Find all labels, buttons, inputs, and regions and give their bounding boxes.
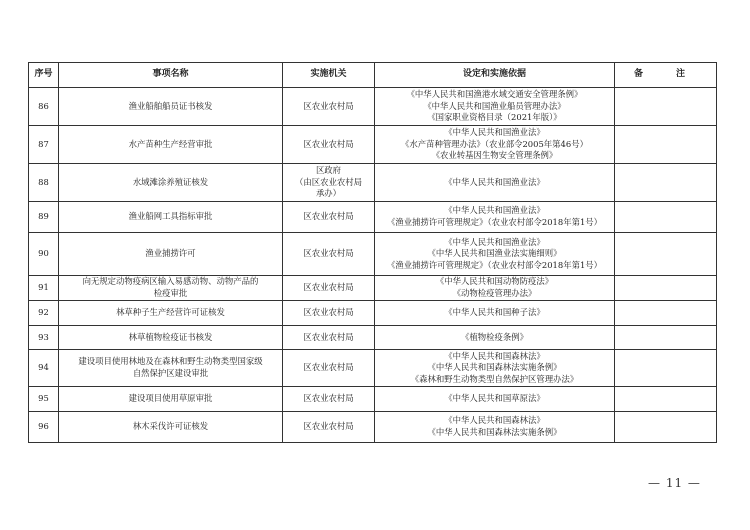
- cell-basis-line: 《中华人民共和国渔业法》: [444, 127, 545, 138]
- cell-seq: 96: [29, 412, 59, 443]
- cell-item-name: [59, 326, 283, 350]
- cell-basis: [375, 276, 615, 301]
- cell-agency: [283, 202, 375, 233]
- cell-basis-line: 《中华人民共和国森林法》: [444, 350, 545, 361]
- cell-item-name: [59, 276, 283, 301]
- cell-basis-line: 《中华人民共和国渔业船员管理办法》: [423, 100, 566, 111]
- cell-remarks: [615, 276, 717, 301]
- cell-remarks: [615, 301, 717, 326]
- cell-item-name: [59, 350, 283, 387]
- cell-item-name-line: 渔业捕捞许可: [145, 248, 196, 259]
- cell-item-name: [59, 202, 283, 233]
- cell-agency: [283, 326, 375, 350]
- cell-item-name-line: 林草种子生产经营许可证核发: [116, 307, 225, 318]
- cell-agency-line: 区农业农村局: [303, 282, 354, 293]
- approval-items-table-wrapper: [28, 62, 716, 443]
- cell-basis-line: 《农业转基因生物安全管理条例》: [431, 150, 558, 161]
- header-agency: 实施机关: [283, 63, 375, 88]
- cell-item-name-line: 水域滩涂养殖证核发: [132, 176, 209, 187]
- cell-agency-line: 区农业农村局: [303, 331, 354, 342]
- cell-basis-line: 《中华人民共和国动物防疫法》: [435, 276, 554, 287]
- table-row: [29, 88, 717, 126]
- cell-agency-line: 区农业农村局: [303, 421, 354, 432]
- cell-agency: [283, 387, 375, 412]
- cell-agency: [283, 276, 375, 301]
- cell-seq: 92: [29, 301, 59, 326]
- cell-agency-line: 区农业农村局: [303, 393, 354, 404]
- table-row: [29, 276, 717, 301]
- cell-agency: [283, 88, 375, 126]
- table-body: [29, 88, 717, 443]
- table-header-row: [29, 63, 717, 88]
- table-row: [29, 301, 717, 326]
- table-row: [29, 326, 717, 350]
- cell-item-name: [59, 233, 283, 276]
- cell-basis-line: 《中华人民共和国渔业法实施细则》: [427, 248, 562, 259]
- table-row: [29, 126, 717, 164]
- header-remarks: 备 注: [615, 63, 717, 88]
- table-row: [29, 233, 717, 276]
- cell-basis: [375, 350, 615, 387]
- cell-basis-line: 《植物检疫条例》: [461, 331, 528, 342]
- cell-seq: 87: [29, 126, 59, 164]
- cell-remarks: [615, 164, 717, 202]
- cell-seq: 94: [29, 350, 59, 387]
- header-seq: 序号: [29, 63, 59, 88]
- cell-basis-line: 《中华人民共和国森林法实施条例》: [427, 362, 562, 373]
- cell-remarks: [615, 88, 717, 126]
- cell-remarks: [615, 202, 717, 233]
- table-row: [29, 202, 717, 233]
- cell-basis: [375, 164, 615, 202]
- table-row: [29, 350, 717, 387]
- cell-agency-line: 区农业农村局: [303, 362, 354, 373]
- cell-agency: [283, 301, 375, 326]
- cell-basis-line: 《森林和野生动物类型自然保护区管理办法》: [410, 373, 579, 384]
- cell-item-name-line: 向无规定动物疫病区输入易感动物、动物产品的: [82, 276, 259, 287]
- cell-remarks: [615, 233, 717, 276]
- cell-agency-line: （由区农业农村局: [295, 176, 362, 187]
- cell-agency-line: 承办）: [315, 188, 342, 199]
- cell-basis-line: 《中华人民共和国种子法》: [444, 307, 545, 318]
- cell-agency-line: 区农业农村局: [303, 211, 354, 222]
- cell-item-name-line: 林木采伐许可证核发: [132, 421, 209, 432]
- cell-agency-line: 区农业农村局: [303, 138, 354, 149]
- header-item-name: 事项名称: [59, 63, 283, 88]
- cell-remarks: [615, 126, 717, 164]
- cell-item-name: [59, 126, 283, 164]
- cell-item-name-line: 林草植物检疫证书核发: [128, 331, 213, 342]
- page-number: — 11 —: [648, 476, 701, 490]
- cell-agency: [283, 126, 375, 164]
- cell-basis-line: 《中华人民共和国渔业法》: [444, 176, 545, 187]
- cell-item-name-line: 建设项目使用林地及在森林和野生动物类型国家级: [78, 356, 263, 367]
- cell-seq: 91: [29, 276, 59, 301]
- cell-basis-line: 《中华人民共和国草原法》: [444, 393, 545, 404]
- cell-seq: 89: [29, 202, 59, 233]
- cell-seq: 95: [29, 387, 59, 412]
- cell-item-name-line: 水产苗种生产经营审批: [128, 138, 213, 149]
- cell-seq: 93: [29, 326, 59, 350]
- cell-basis-line: 《渔业捕捞许可管理规定》（农业农村部令2018年第1号）: [386, 217, 603, 227]
- cell-item-name: [59, 301, 283, 326]
- header-basis: 设定和实施依据: [375, 63, 615, 88]
- cell-seq: 88: [29, 164, 59, 202]
- cell-item-name-line: 建设项目使用草原审批: [128, 393, 213, 404]
- cell-item-name-line: 渔业船舶船员证书核发: [128, 100, 213, 111]
- cell-basis: [375, 301, 615, 326]
- cell-agency-line: 区农业农村局: [303, 307, 354, 318]
- cell-item-name: [59, 164, 283, 202]
- cell-basis-line: 《中华人民共和国森林法》: [444, 415, 545, 426]
- cell-agency-line: 区政府: [315, 165, 342, 176]
- cell-basis: [375, 326, 615, 350]
- cell-item-name: [59, 412, 283, 443]
- cell-agency-line: 区农业农村局: [303, 248, 354, 259]
- cell-seq: 90: [29, 233, 59, 276]
- cell-agency-line: 区农业农村局: [303, 100, 354, 111]
- cell-basis-line: 《渔业捕捞许可管理规定》（农业农村部令2018年第1号）: [386, 259, 603, 270]
- cell-item-name-line: 自然保护区建设审批: [132, 368, 209, 378]
- cell-basis-line: 《水产苗种管理办法》（农业部令2005年第46号）: [401, 138, 588, 149]
- cell-basis: [375, 387, 615, 412]
- cell-basis: [375, 412, 615, 443]
- cell-basis-line: 《国家职业资格目录（2021年版）》: [427, 112, 562, 123]
- cell-agency: [283, 233, 375, 276]
- cell-item-name-line: 检疫审批: [153, 288, 188, 298]
- cell-remarks: [615, 326, 717, 350]
- cell-remarks: [615, 350, 717, 387]
- table-row: [29, 164, 717, 202]
- cell-basis-line: 《中华人民共和国森林法实施条例》: [427, 427, 562, 437]
- cell-agency: [283, 164, 375, 202]
- cell-basis: [375, 233, 615, 276]
- cell-basis: [375, 202, 615, 233]
- cell-remarks: [615, 412, 717, 443]
- cell-agency: [283, 350, 375, 387]
- cell-basis: [375, 88, 615, 126]
- cell-basis-line: 《中华人民共和国渔业法》: [444, 205, 545, 216]
- cell-basis-line: 《中华人民共和国渔港水域交通安全管理条例》: [406, 89, 583, 100]
- cell-seq: 86: [29, 88, 59, 126]
- table-row: [29, 412, 717, 443]
- cell-remarks: [615, 387, 717, 412]
- cell-item-name-line: 渔业船网工具指标审批: [128, 211, 213, 222]
- cell-basis-line: 《中华人民共和国渔业法》: [444, 236, 545, 247]
- cell-agency: [283, 412, 375, 443]
- cell-basis: [375, 126, 615, 164]
- approval-items-table: [28, 62, 717, 443]
- cell-basis-line: 《动物检疫管理办法》: [452, 288, 537, 298]
- table-row: [29, 387, 717, 412]
- cell-item-name: [59, 387, 283, 412]
- cell-item-name: [59, 88, 283, 126]
